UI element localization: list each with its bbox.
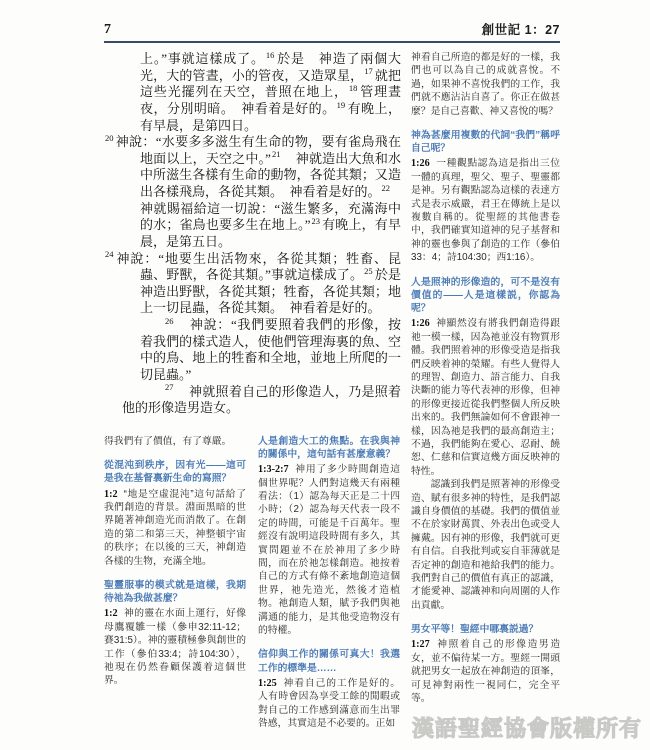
- note-body: 1:2 神的靈在水面上運行，好像母鷹覆雛一樣（參申32:11-12；賽31:5）。神的靈積極參與創世的工作（參伯33:4；詩104:30），祂現在仍然眷顧保護着這個世界。: [104, 608, 246, 687]
- verse-number: 16: [265, 49, 275, 60]
- bible-paragraph: $^{27}$ 神就照着自己的形像造人，乃是照着他的形像造男造女。: [122, 382, 401, 416]
- note-heading: 人是創造大工的焦點。在我與神的關係中，這句話有甚麼意義？: [258, 435, 400, 460]
- page-header-title: 創世記 1：27: [481, 23, 560, 37]
- notes-row: [104, 435, 401, 731]
- bible-text-block: [104, 49, 414, 417]
- notes-right-column: [411, 51, 560, 730]
- note-heading: 人是照神的形像造的，可不是沒有價值的——人是這樣説，你認為呢？: [411, 276, 560, 315]
- verse-number: 26: [165, 315, 174, 326]
- bible-paragraph: 上。”事就這樣成了。$^{16}$ 於是 神造了兩個大光，大的管晝，小的管夜，又造眾星，$^{17}$ 就把這些光擺列在天空，普照在地上，$^{18}$ 管理晝夜，分別明暗。 神看着是好的。$^{19}$ 有晚上，有早晨，是第四日。: [140, 49, 401, 133]
- note-heading: 聖靈服事的模式就是這樣，我期待祂為我做甚麼？: [104, 580, 246, 605]
- notes-middle-column: [258, 435, 400, 731]
- note-body: 1:26 一種觀點認為這是指出三位一體的真理，聖父、聖子、聖靈都是神。另有觀點認為這樣的表達方式是表示威嚴，君王在傳統上是以複數自稱的。從聖經的其他書卷中，我們確實知道神的兒子基督和神的靈也參與了創造的工作（參伯33：4；詩104:30；西1:16）。: [411, 158, 560, 264]
- bible-paragraph: $^{24}$ 神說：“地要生出活物來，各從其類；牲畜、昆蟲、野獸，各從其類。”事就這樣成了。$^{25}$ 於是 神造出野獸，各從其類；牲畜，各從其類；地上一切昆蟲，各從其類。 神看着是好的。: [105, 249, 414, 316]
- note-body: 得我們有了價值，有了尊嚴。: [104, 435, 232, 447]
- verse-number: 17: [364, 66, 373, 77]
- verse-number: 20: [105, 132, 114, 143]
- note-body: 1:3-2:7 神用了多少時間創造這個世界呢？人們對這幾天有兩種看法：（1）認為每天正是二十四小時；（2）認為每天代表一段不定的時間，可能是千百萬年。聖經沒有說明這段時間有多久，其實問題並不在於神用了多少時間，而在於祂怎樣創造。祂按着自己的方式有條不紊地創造這個世界，祂先造光，然後才造植物。祂創造人類，賦予我們與祂溝通的能力，是其他受造物沒有的特權。: [258, 464, 400, 637]
- note-body: 神看自己所造的都是好的一樣，我們也可以為自己的成就喜悅。不過，如果神不喜悅我們的工作，我們就不應沾沾自喜了。你正在做甚麼？是自己喜歡、神又喜悅的嗎？: [411, 52, 560, 117]
- page-header: [104, 20, 560, 43]
- verse-number: 23: [311, 215, 320, 226]
- page-number: 7: [104, 22, 111, 37]
- verse-number: 21: [271, 149, 281, 160]
- verse-ref: 1:3-2:7: [258, 464, 289, 476]
- verse-ref: 1:2: [104, 488, 118, 500]
- note-body: 認識到我們是照著神的形像受造、賦有很多神的特性，是我們認識自身價值的基礎。我們的價值並不在於家財萬貫、外表出色或受人擁戴。因有神的形像，我們就可更有自信。自我批判或妄自菲薄就是否定神的創造和祂給我們的能力。我們對自己的價值有真正的認識，才能愛神、認識神和向周圍的人作出貢獻。: [411, 479, 560, 611]
- verse-ref: 1:26: [411, 318, 430, 330]
- bible-paragraph: $^{26}$ 神說：“我們要照着我們的形像，按着我們的樣式造人，使他們管理海裏的魚、空中的鳥、地上的牲畜和全地，並地上所爬的一切昆蟲。”: [140, 315, 401, 382]
- notes-left-column: [104, 435, 246, 731]
- note-body: 1:27 神照着自己的形像造男造女，並不偏待某一方。聖經一開頭就把男女一起放在神創造的頂峯，可見神對兩性一視同仁，完全平等。: [411, 639, 560, 705]
- left-area: [104, 49, 414, 730]
- watermark: 漢語聖經協會版權所有: [412, 716, 643, 741]
- note-body: 1:2 “地是空虛混沌”這句話給了我們創造的背景。淵面黑暗的世界隨著神創造光而消散了。在創造的第二和第三天，神整頓宇宙的秩序；在以後的三天，神創造各樣的生物，充滿全地。: [104, 488, 246, 567]
- bible-paragraph: $^{20}$ 神說：“水要多多滋生有生命的物，要有雀鳥飛在地面以上，天空之中。”$^{21}$ 神就造出大魚和水中所滋生各樣有生命的動物，各從其類；又造出各樣飛鳥，各從其類。 神看着是好的。$^{22}$ 神就賜福給這一切說：“滋生繁多，充滿海中的水；雀鳥也要多生在地上。”$^{23}$ 有晚上，有早晨，是第五日。: [105, 132, 406, 249]
- note-heading: 神為甚麼用複數的代詞“我們”稱呼自己呢？: [411, 130, 560, 155]
- verse-number: 22: [381, 182, 391, 193]
- note-heading: 男女平等！聖經中哪裏説過？: [411, 624, 539, 636]
- verse-number: 24: [105, 249, 114, 260]
- verse-number: 25: [364, 265, 373, 276]
- verse-ref: 1:27: [411, 639, 430, 651]
- verse-number: 18: [348, 82, 358, 93]
- verse-ref: 1:25: [258, 677, 277, 689]
- note-heading: 信仰與工作的關係可真大！我選工作的標準是……: [258, 649, 400, 674]
- content-columns: [104, 51, 560, 730]
- note-heading: 從混沌到秩序，因有光——這可是我在基督裏新生命的寫照？: [104, 460, 246, 485]
- scanned-page: [104, 20, 560, 730]
- note-body: 1:26 神顯然沒有將我們創造得跟祂一模一樣，因為祂並沒有物質形體。我們照着神的形像受造是指我們反映着神的榮耀。有些人覺得人的理智、創造力、語言能力、自我決斷的能力等代表神的形像，但神的形像更接近從我們整個人所反映出來的。我們無論如何不會跟神一樣，因為祂是我們的最高創造主；不過，我們能夠在愛心、忍耐、饒恕、仁慈和信實這幾方面反映神的特性。: [411, 318, 560, 477]
- verse-ref: 1:2: [104, 608, 118, 620]
- note-body: 1:25 神看自己的工作是好的。人有時會因為享受工餘的閒暇或對自己的工作感到滿意而生出罪咎感，其實這是不必要的。正如: [258, 677, 400, 730]
- verse-ref: 1:26: [411, 158, 430, 170]
- verse-number: 27: [165, 382, 174, 393]
- verse-number: 19: [336, 99, 346, 110]
